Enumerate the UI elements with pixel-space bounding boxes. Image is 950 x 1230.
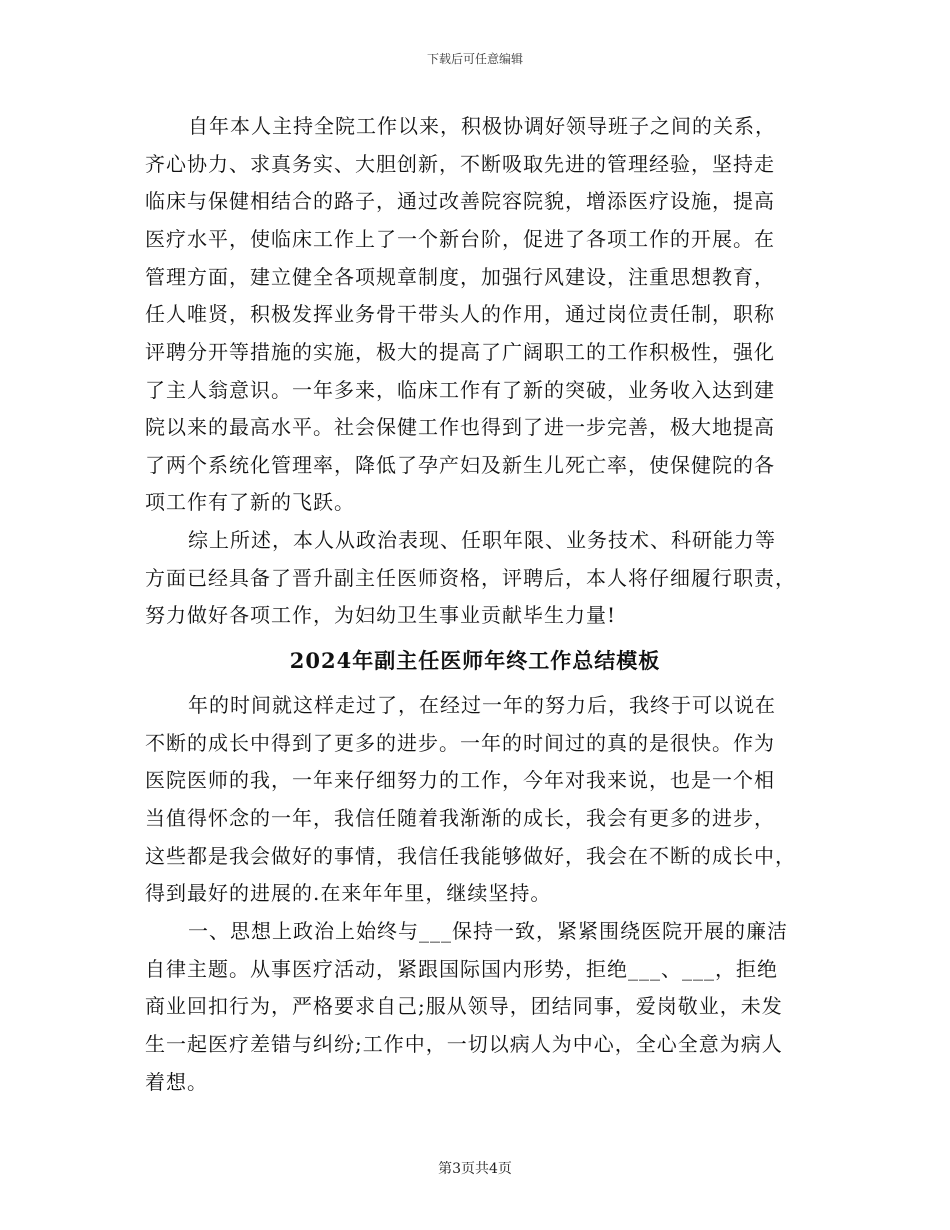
page-footer: 第3页共4页 [438, 1161, 512, 1177]
paragraph-line: 医疗水平，使临床工作上了一个新台阶，促进了各项工作的开展。在 [145, 227, 775, 251]
paragraph-line: 医院医师的我，一年来仔细努力的工作，今年对我来说，也是一个相 [145, 768, 775, 792]
paragraph-line: 临床与保健相结合的路子，通过改善院容院貌，增添医疗设施，提高 [145, 189, 775, 213]
paragraph-line: 这些都是我会做好的事情，我信任我能够做好，我会在不断的成长中， [145, 844, 796, 868]
summary-line: 方面已经具备了晋升副主任医师资格，评聘后，本人将仔细履行职责， [145, 566, 796, 590]
paragraph-line: 齐心协力、求真务实、大胆创新，不断吸取先进的管理经验，坚持走 [145, 152, 775, 176]
paragraph-line: 得到最好的进展的.在来年年里，继续坚持。 [145, 881, 552, 905]
point-line: 自律主题。从事医疗活动，紧跟国际国内形势，拒绝___、___，拒绝 [145, 957, 778, 981]
page-header: 下载后可任意编辑 [426, 52, 523, 66]
paragraph-line: 了两个系统化管理率，降低了孕产妇及新生儿死亡率，使保健院的各 [145, 453, 775, 477]
paragraph-line: 院以来的最高水平。社会保健工作也得到了进一步完善，极大地提高 [145, 415, 775, 439]
paragraph-line: 不断的成长中得到了更多的进步。一年的时间过的真的是很快。作为 [145, 731, 775, 755]
paragraph-line: 评聘分开等措施的实施，极大的提高了广阔职工的工作积极性，强化 [145, 340, 775, 364]
point-line: 商业回扣行为，严格要求自己;服从领导，团结同事，爱岗敬业，未发 [145, 994, 783, 1018]
paragraph-line: 年的时间就这样走过了，在经过一年的努力后，我终于可以说在 [188, 693, 776, 717]
paragraph-line: 管理方面，建立健全各项规章制度，加强行风建设，注重思想教育， [145, 265, 775, 289]
paragraph-line: 自年本人主持全院工作以来，积极协调好领导班子之间的关系， [188, 114, 776, 138]
point-line: 生一起医疗差错与纠纷;工作中，一切以病人为中心，全心全意为病人 [145, 1032, 783, 1056]
summary-line: 综上所述，本人从政治表现、任职年限、业务技术、科研能力等 [188, 528, 776, 552]
paragraph-line: 任人唯贤，积极发挥业务骨干带头人的作用，通过岗位责任制，职称 [145, 302, 775, 326]
point-line: 一、思想上政治上始终与___保持一致，紧紧围绕医院开展的廉洁 [188, 919, 788, 943]
section-title: 2024年副主任医师年终工作总结模板 [289, 648, 661, 673]
paragraph-line: 了主人翁意识。一年多来，临床工作有了新的突破，业务收入达到建 [145, 378, 775, 402]
point-line: 着想。 [145, 1070, 208, 1094]
paragraph-line: 当值得怀念的一年，我信任随着我渐渐的成长，我会有更多的进步， [145, 806, 775, 830]
paragraph-line: 项工作有了新的飞跃。 [145, 490, 355, 514]
summary-line: 努力做好各项工作，为妇幼卫生事业贡献毕生力量! [145, 603, 617, 627]
